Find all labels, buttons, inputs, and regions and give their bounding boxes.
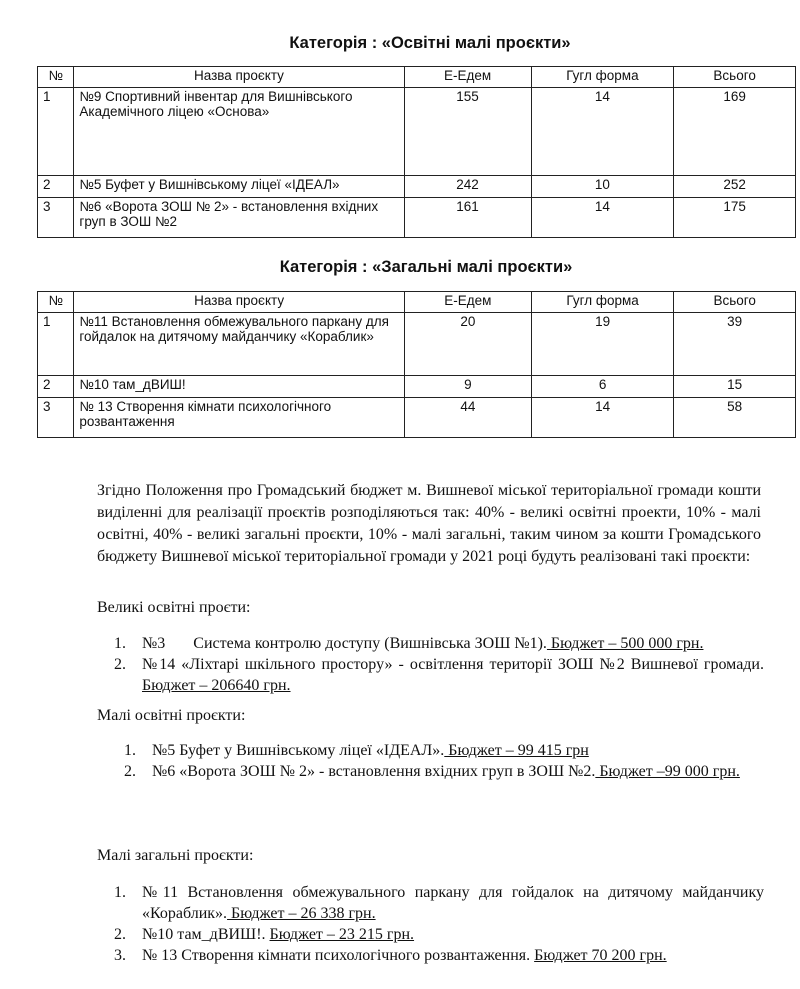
list-item — [114, 654, 764, 696]
cell-number: 2 — [38, 176, 74, 198]
cell-number: 1 — [38, 88, 74, 176]
project-text: № 13 Створення кімнати психологічного розвантаження. — [142, 947, 531, 964]
cell-total: 39 — [674, 313, 796, 376]
project-budget: Бюджет – 99 415 грн — [444, 742, 589, 759]
col-header-number: № — [38, 292, 74, 313]
cell-google-form: 10 — [531, 176, 674, 198]
col-header-name: Назва проєкту — [74, 67, 404, 88]
table-row — [38, 88, 796, 176]
big-educational-label: Великі освітні проєти: — [97, 599, 251, 616]
cell-project-name: №11 Встановлення обмежувального паркану для гойдалок на дитячому майданчику «Кораблик» — [74, 313, 405, 376]
cell-number: 3 — [38, 398, 74, 438]
category-title-general: Категорія : «Загальні малі проєкти» — [279, 258, 573, 276]
cell-google-form: 14 — [531, 398, 674, 438]
project-text: №5 Буфет у Вишнівському ліцеї «ІДЕАЛ». — [152, 742, 445, 759]
cell-total: 252 — [674, 176, 796, 198]
cell-number: 1 — [38, 313, 74, 376]
intro-paragraph: Згідно Положення про Громадський бюджет м. Вишневої міської територіальної громади кошти виділенні для реалізації проєктів розподіляються так: 40% - великі освітні проекти, 10% - малі освітні, 40% - великі загальні проєкти, 10% - малі загальні, таким чином за кошти Громадського бюджету Вишневої міської територіальної громади у 2021 році будуть реалізовані такі проєкти: — [97, 482, 761, 565]
project-budget: Бюджет – 26 338 грн. — [227, 905, 376, 922]
cell-e-edem: 44 — [404, 398, 531, 438]
table-row — [38, 198, 796, 238]
list-item — [124, 740, 764, 761]
project-budget: Бюджет – 500 000 грн. — [546, 635, 704, 652]
cell-number: 2 — [38, 376, 74, 398]
item-number: 1. — [114, 635, 126, 652]
list-item — [124, 761, 764, 782]
item-number: 2. — [114, 926, 126, 943]
cell-project-name: №6 «Ворота ЗОШ № 2» - встановлення вхідних груп в ЗОШ №2 — [74, 198, 404, 238]
project-text: №14 «Ліхтарі шкільного простору» - освітлення території ЗОШ №2 Вишневої громади. — [142, 656, 764, 673]
small-educational-list — [124, 740, 764, 782]
project-code: №3 — [142, 635, 166, 652]
project-text: №11 Встановлення обмежувального паркану для гойдалок на дитячому майданчику «Кораблик». — [142, 884, 764, 922]
item-number: 3. — [114, 947, 126, 964]
cell-project-name: №9 Спортивний інвентар для Вишнівського Академічного ліцею «Основа» — [74, 88, 404, 176]
project-budget: Бюджет 70 200 грн. — [534, 947, 667, 964]
small-general-list — [114, 882, 764, 966]
table-header-row — [38, 67, 796, 88]
category-title-educational: Категорія : «Освітні малі проєкти» — [289, 34, 571, 52]
list-item — [114, 633, 764, 654]
col-header-google-form: Гугл форма — [531, 292, 674, 313]
table-row — [38, 176, 796, 198]
project-budget: Бюджет – 23 215 грн. — [269, 926, 415, 943]
general-projects-table — [37, 291, 796, 438]
cell-project-name: №5 Буфет у Вишнівському ліцеї «ІДЕАЛ» — [74, 176, 404, 198]
educational-projects-table — [37, 66, 796, 238]
cell-project-name: №10 там_дВИШ! — [74, 376, 405, 398]
project-text: №10 там_дВИШ!. — [142, 926, 266, 943]
cell-e-edem: 155 — [404, 88, 531, 176]
cell-google-form: 19 — [531, 313, 674, 376]
list-item — [114, 924, 764, 945]
small-educational-label: Малі освітні проєкти: — [97, 707, 246, 724]
item-number: 1. — [114, 884, 126, 901]
col-header-e-edem: Е-Едем — [404, 292, 531, 313]
cell-e-edem: 9 — [404, 376, 531, 398]
project-text: Система контролю доступу (Вишнівська ЗОШ №1). — [193, 635, 547, 652]
cell-google-form: 14 — [531, 198, 674, 238]
item-number: 2. — [124, 763, 136, 780]
col-header-google-form: Гугл форма — [531, 67, 674, 88]
list-item — [114, 882, 764, 924]
col-header-total: Всього — [674, 292, 796, 313]
table-header-row — [38, 292, 796, 313]
cell-google-form: 14 — [531, 88, 674, 176]
cell-e-edem: 242 — [404, 176, 531, 198]
table-row — [38, 376, 796, 398]
cell-google-form: 6 — [531, 376, 674, 398]
item-number: 1. — [124, 742, 136, 759]
table-row — [38, 313, 796, 376]
cell-e-edem: 161 — [404, 198, 531, 238]
list-item — [114, 945, 764, 966]
small-general-label: Малі загальні проєкти: — [97, 847, 254, 864]
cell-total: 15 — [674, 376, 796, 398]
col-header-number: № — [38, 67, 74, 88]
cell-project-name: № 13 Створення кімнати психологічного розвантаження — [74, 398, 405, 438]
cell-total: 58 — [674, 398, 796, 438]
big-educational-list — [114, 633, 764, 696]
cell-total: 169 — [674, 88, 796, 176]
cell-total: 175 — [674, 198, 796, 238]
col-header-e-edem: Е-Едем — [404, 67, 531, 88]
cell-e-edem: 20 — [404, 313, 531, 376]
project-budget: Бюджет – 206640 грн. — [142, 677, 291, 694]
project-budget: Бюджет –99 000 грн. — [595, 763, 740, 780]
col-header-name: Назва проєкту — [74, 292, 405, 313]
item-number: 2. — [114, 656, 126, 673]
cell-number: 3 — [38, 198, 74, 238]
col-header-total: Всього — [674, 67, 796, 88]
project-text: №6 «Ворота ЗОШ № 2» - встановлення вхідних груп в ЗОШ №2. — [152, 763, 596, 780]
table-row — [38, 398, 796, 438]
